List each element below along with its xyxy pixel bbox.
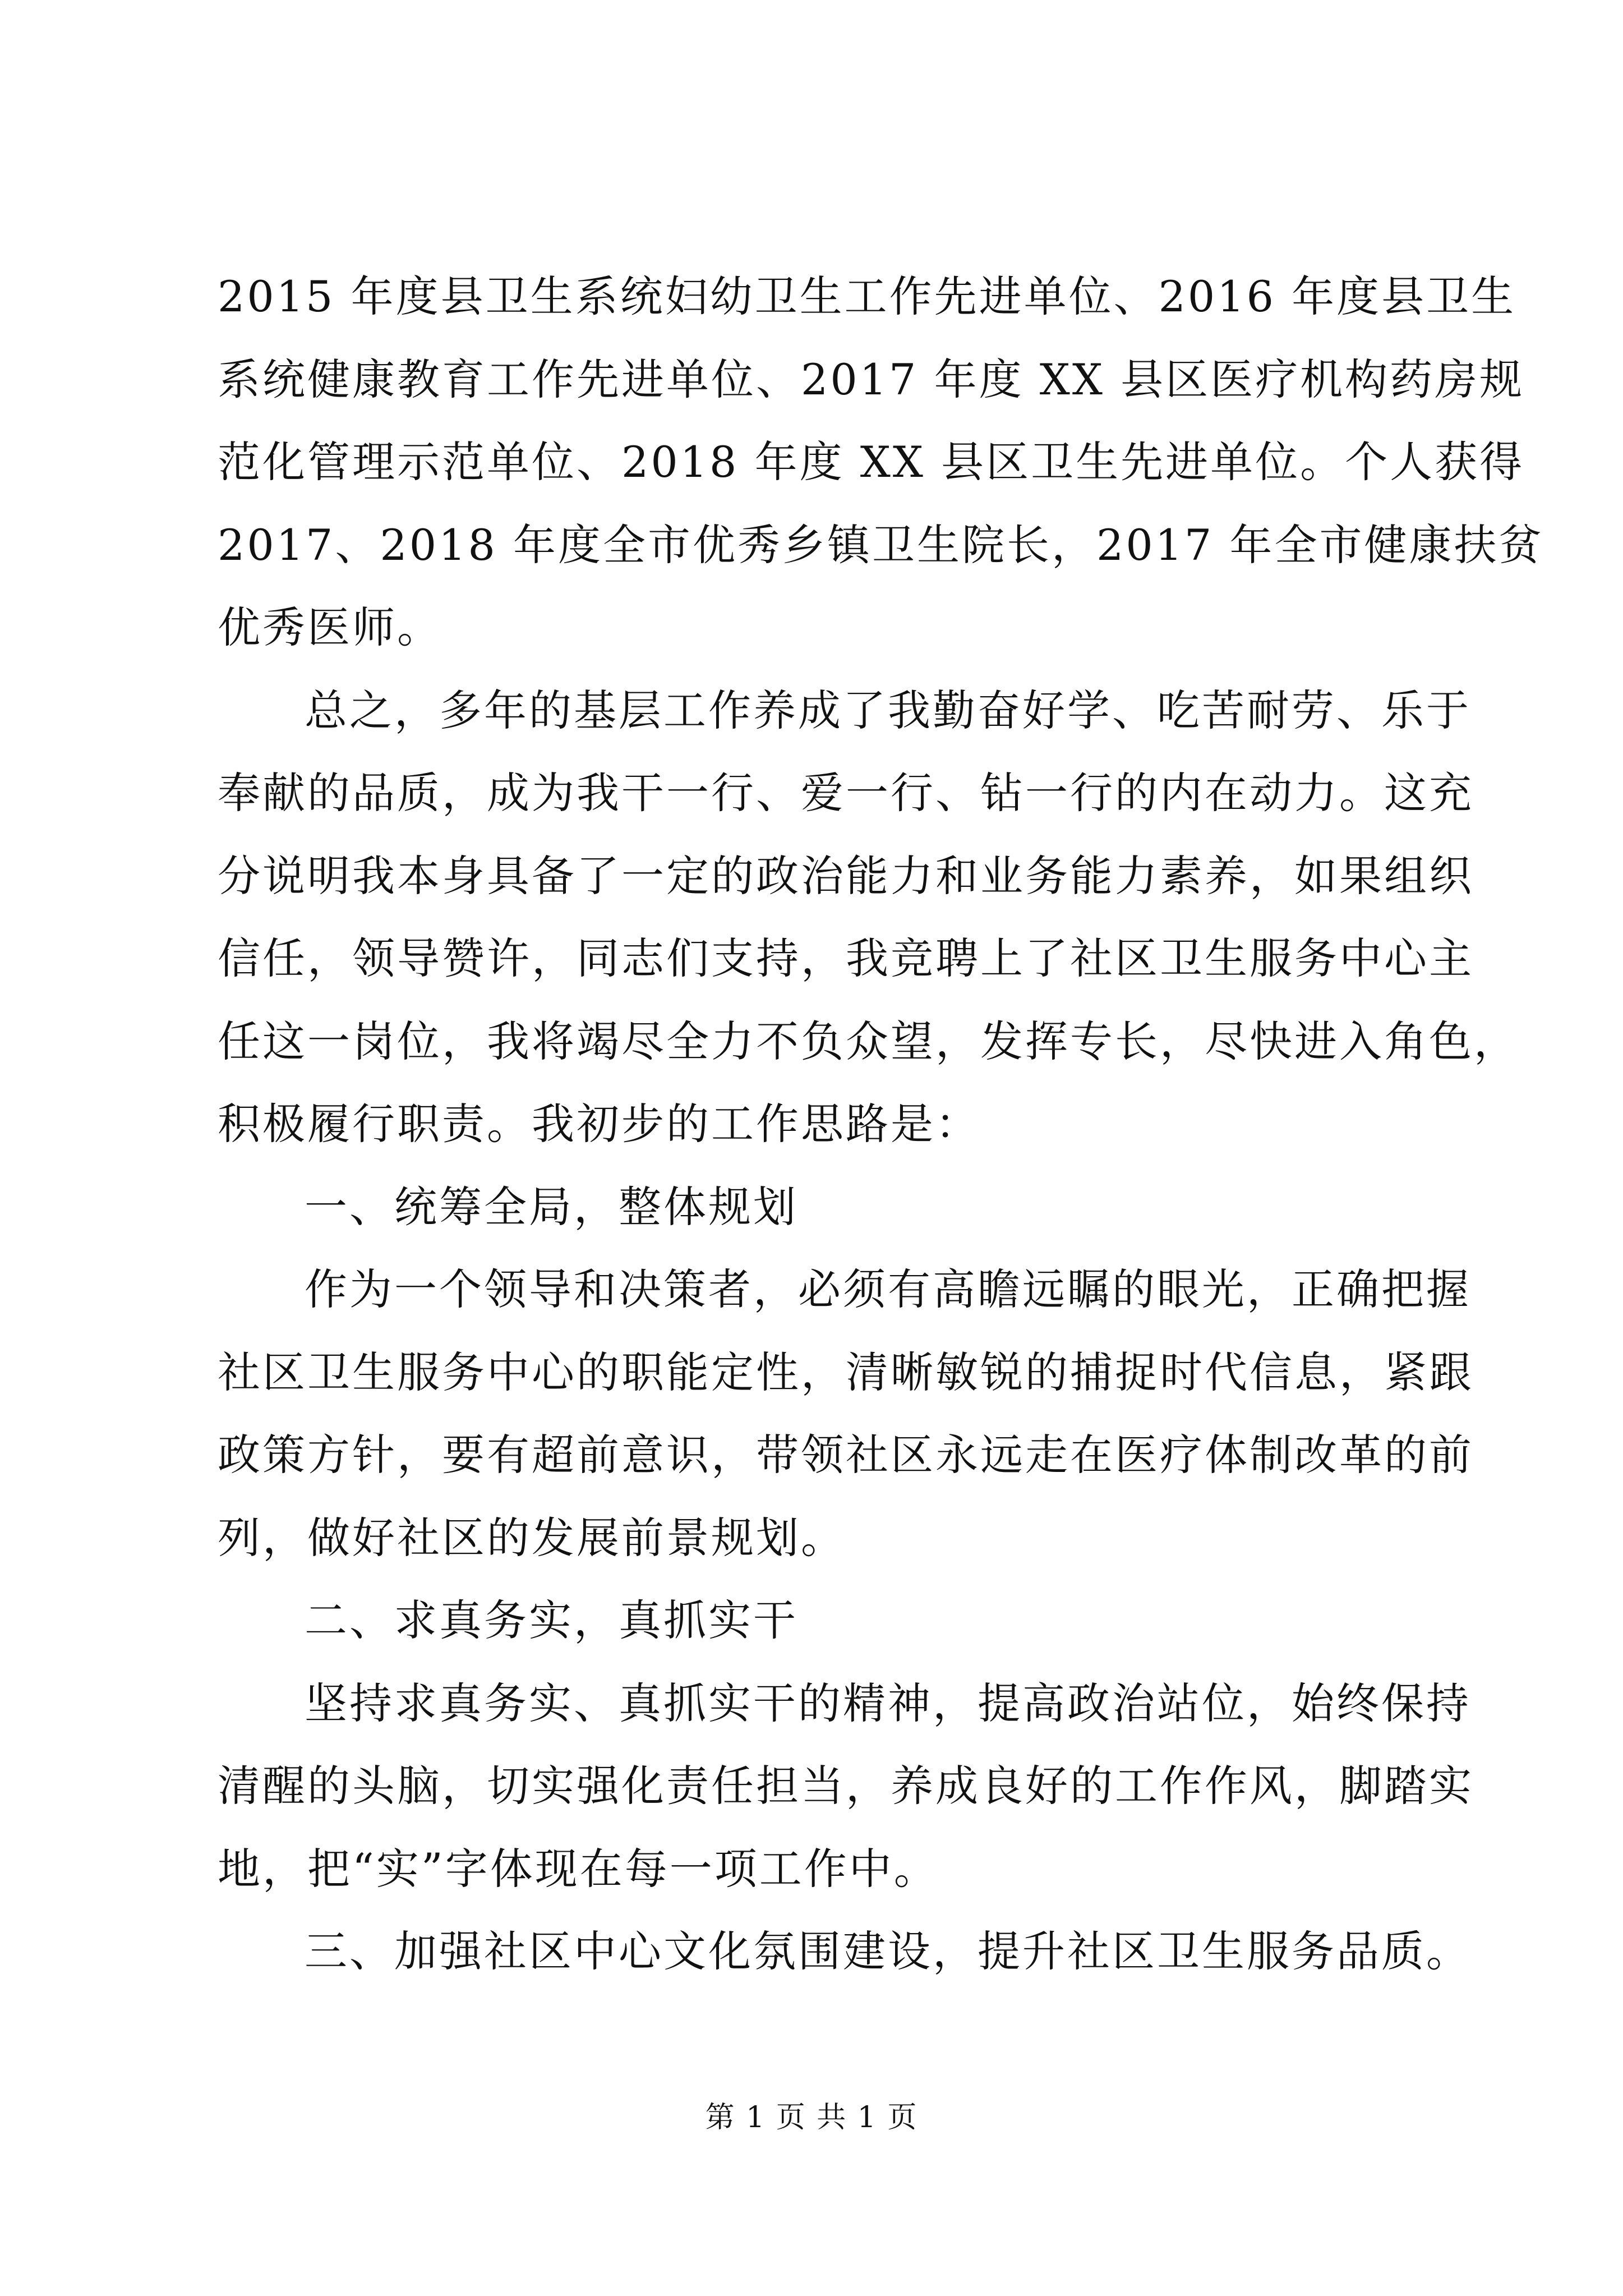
text-line-1: 2015 年度县卫生系统妇幼卫生工作先进单位、2016 年度县卫生 [218,272,1516,321]
text-line-11: 积极履行职责。我初步的工作思路是： [218,1099,980,1149]
text-line-16: 列，做好社区的发展前景规划。 [218,1512,846,1563]
text-line-14: 社区卫生服务中心的职能定性，清晰敏锐的捕捉时代信息，紧跟 [218,1347,1474,1397]
text-line-20: 地，把“实”字体现在每一项工作中。 [218,1843,939,1894]
text-line-4: 2017、2018 年度全市优秀乡镇卫生院长，2017 年全市健康扶贫 [218,519,1544,570]
text-line-2: 系统健康教育工作先进单位、2017 年度 XX 县区医疗机构药房规 [218,354,1525,404]
text-line-5: 优秀医师。 [218,602,442,652]
paragraph-start-summary: 总之，多年的基层工作养成了我勤奋好学、吃苦耐劳、乐于 [305,685,1471,735]
document-body [218,255,1544,1993]
text-line-10: 任这一岗位，我将竭尽全力不负众望，发挥专长，尽快进入角色， [218,1016,1519,1066]
text-line-15: 政策方针，要有超前意识，带领社区永远走在医疗体制改革的前 [218,1430,1474,1480]
text-line-8: 分说明我本身具备了一定的政治能力和业务能力素养，如果组织 [218,850,1474,901]
text-line-3: 范化管理示范单位、2018 年度 XX 县区卫生先进单位。个人获得 [218,437,1525,487]
section-heading-2: 二、求真务实，真抓实干 [305,1595,798,1645]
text-line-19: 清醒的头脑，切实强化责任担当，养成良好的工作作风，脚踏实 [218,1761,1474,1811]
paragraph-start-section-1: 作为一个领导和决策者，必须有高瞻远瞩的眼光，正确把握 [305,1264,1471,1314]
paragraph-start-section-2: 坚持求真务实、真抓实干的精神，提高政治站位，始终保持 [305,1678,1471,1728]
section-heading-3: 三、加强社区中心文化氛围建设，提升社区卫生服务品质。 [305,1926,1471,1976]
text-line-7: 奉献的品质，成为我干一行、爱一行、钻一行的内在动力。这充 [218,768,1474,818]
page-footer: 第 1 页 共 1 页 [705,2101,918,2134]
text-line-9: 信任，领导赞许，同志们支持，我竞聘上了社区卫生服务中心主 [218,933,1474,983]
section-heading-1: 一、统筹全局，整体规划 [305,1181,798,1232]
